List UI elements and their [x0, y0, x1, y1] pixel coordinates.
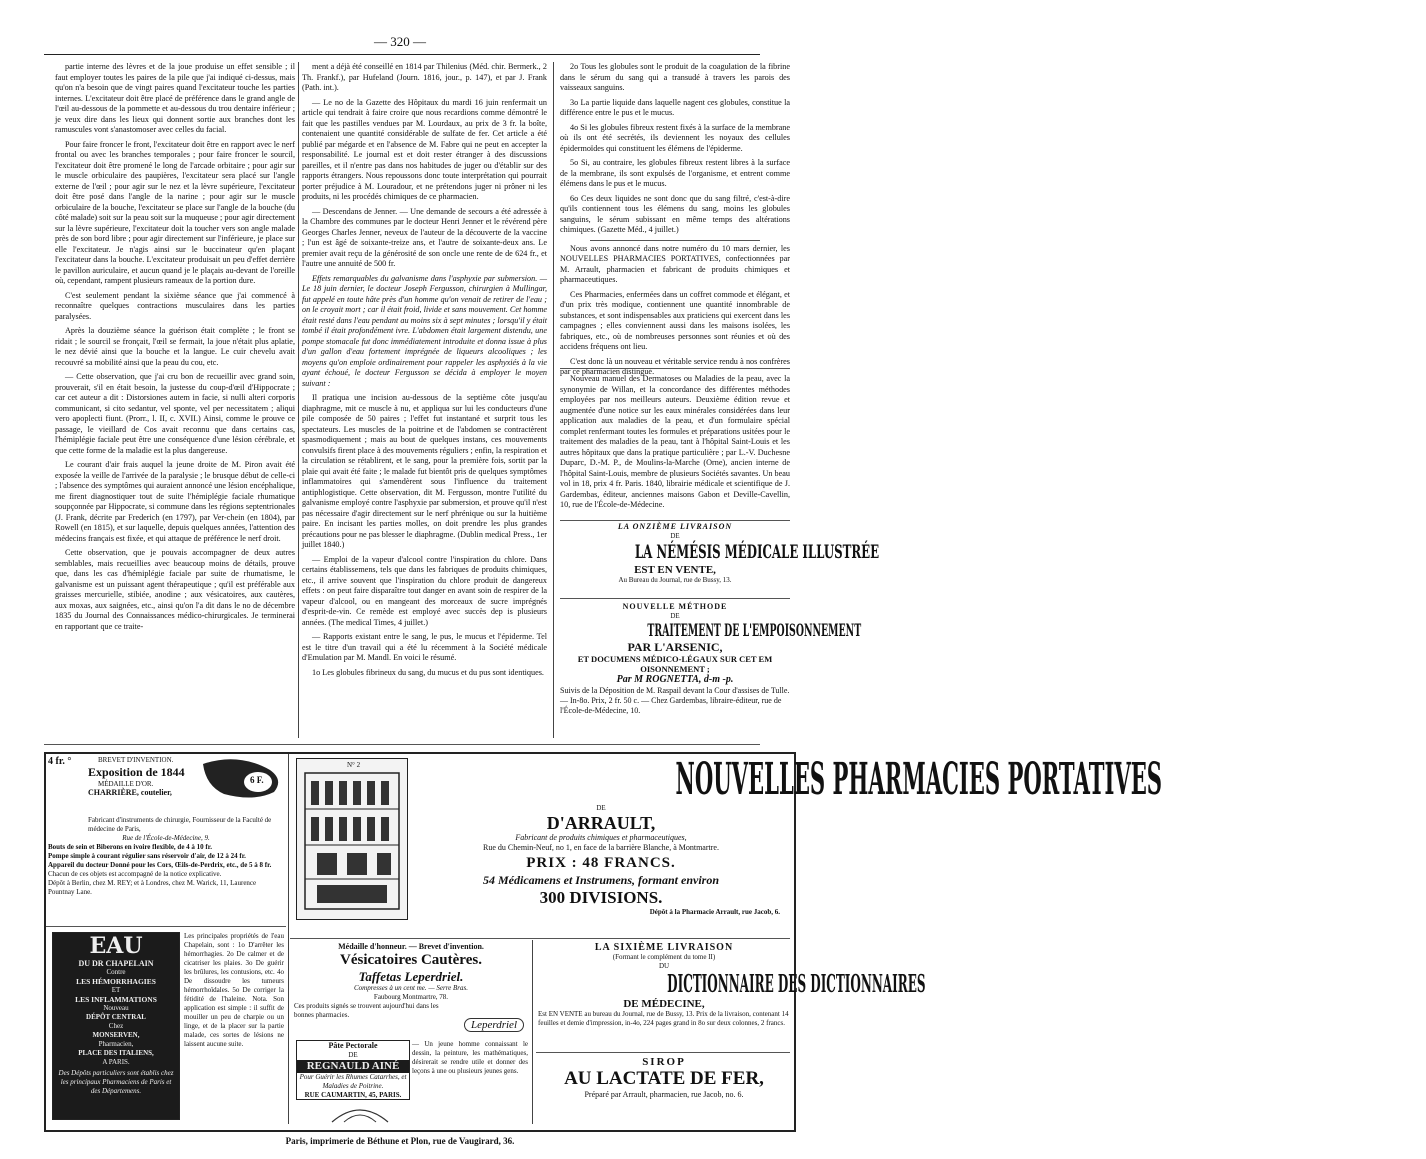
ad-line: DE	[670, 612, 680, 620]
paragraph: Nous avons annoncé dans notre numéro du 10 mars dernier, les NOUVELLES PHARMACIES PORTATIVES, confectionnées par M. Arrault, pharmacien et fabricant de produits chimiques et pharmaceutiques.	[560, 243, 790, 284]
paragraph: Cette observation, que je pouvais accompagner de deux autres semblables, mais recueillies avec beaucoup moins de détails, prouve que, dans les cas d'hémiplégie faciale par suite de rhumatisme, le galvanisme est un puissant agent thérapeutique ; qu'il est préférable aux graisses mercurielle, stibiée, anodine ; aux vésicatoires, aux cautères, aux moxas, aux saignées, etc., ainsi qu'on l'a dit dans le no de décembre 1835 du Journal des Connaissances médico-chirurgicales. Je terminerai en rapportant que ce traite-	[55, 548, 295, 631]
ad-name: Vésicatoires Cautères.	[340, 952, 482, 968]
ad-line: SIROP	[642, 1056, 686, 1068]
leperdriel-advert	[294, 942, 528, 1036]
ad-line: Des Dépôts particuliers sont établis chez les principaux Pharmaciens de Paris et des Départemens.	[58, 1069, 174, 1095]
ad-line: Chez	[108, 1022, 124, 1030]
ad-line: Dépôt à Berlin, chez M. REY; et à Londres, chez M. Warick, 11, Laurence Pountnay Lane.	[48, 879, 257, 896]
ad-line: LA SIXIÈME LIVRAISON	[594, 942, 734, 953]
ad-line: PAR L'ARSENIC,	[627, 640, 723, 654]
paragraph: 5o Si, au contraire, les globules fibreux restent libres à la surface de la membrane, ils sont expulsés de l'organisme, et entrent comme élémens dans le pus et le mucus.	[560, 158, 790, 188]
signature: Leperdriel	[464, 1018, 524, 1032]
ad-line: Rue du Chemin-Neuf, no 1, en face de la barrière Blanche, à Montmartre.	[483, 843, 719, 852]
paragraph: C'est donc là un nouveau et véritable service rendu à nos confrères par ce pharmacien distingué.	[560, 356, 790, 376]
paragraph: Après la douzième séance la guérison était complète ; le front se ridait ; le sourcil se fronçait, l'œil se fermait, la joue n'était plus aplatie, le nez dévié ainsi que la bouche et la langue. Le cuir chevelu avait recouvré sa mobilité ainsi que la peau du cou, etc.	[55, 326, 295, 367]
book-notice	[560, 374, 790, 514]
section-rule	[536, 1052, 790, 1053]
ad-line: RUE CAUMARTIN, 45, PARIS.	[304, 1091, 402, 1099]
paragraph: Ces Pharmacies, enfermées dans un coffret commode et élégant, et d'un prix très modique, contiennent une quantité innombrable de substances, et sont indispensables aux praticiens qui exercent dans les campagnes ; elles conviennent aussi dans les maisons isolées, les fabriques, etc., où de nombreuses personnes sont réunies et où des accidens fréquens ont lieu.	[560, 289, 790, 351]
ad-price: PRIX : 48 FRANCS.	[526, 855, 676, 871]
section-rule	[44, 744, 760, 745]
ad-line: ET	[111, 986, 121, 994]
ad-line: Faubourg Montmartre, 78.	[373, 993, 449, 1001]
traitement-advert	[560, 602, 862, 738]
paragraph: C'est seulement pendant la sixième séance que j'ai commencé à reconnaître quelques contractions musculaires dans les parties paralysées.	[55, 290, 295, 321]
ad-line: DU	[658, 962, 670, 970]
medicine-chest-illustration	[296, 758, 408, 920]
section-rule	[590, 240, 760, 241]
ad-text: Les principales propriétés de l'eau Chapelain, sont : 1o D'arrêter les hémorrhagies. 2o De calmer et de cicatriser les plaies. 3o De guérir les brûlures, les contusions, etc. 4o De dissoudre les tumeurs hémorrhoïdales. 5o De corriger la fétidité de l'haleine. Nota. Son application est simple : il suffit de mouiller un peu de charpie ou un linge, et de la placer sur la partie malade, ces sortes de lésions ne laissent aucune suite.	[184, 932, 284, 1048]
ad-title: LA NÉMÉSIS MÉDICALE ILLUSTRÉE	[634, 541, 880, 563]
ad-line: LA ONZIÈME LIVRAISON	[617, 522, 733, 531]
sirop-advert	[538, 1056, 790, 1122]
ad-author: Par M ROGNETTA, d-m -p.	[616, 674, 734, 685]
ad-line: Bouts de sein et Biberons en ivoire flexible, de 4 à 10 fr.	[48, 843, 212, 851]
printer-footer: Paris, imprimerie de Béthune et Plon, rue de Vaugirard, 36.	[285, 1136, 515, 1146]
paragraph: ment a déjà été conseillé en 1814 par Thilenius (Méd. chir. Bermerk., 2 Th. Frankf.), par Hufeland (Journ. 1816, jour., p. 147), et par J. Frank (Path. int.).	[302, 62, 547, 92]
paragraph: 3o La partie liquide dans laquelle nagent ces globules, constitue la différence entre le pus et le mucus.	[560, 97, 790, 117]
ad-text: Suivis de la Déposition de M. Raspail devant la Cour d'assises de Tulle. — In-8o. Prix, 2 fr. 50 c. — Chez Gardembas, libraire-éditeur, rue de l'École-de-Médecine, 10.	[560, 686, 790, 715]
paragraph: Nouveau manuel des Dermatoses ou Maladies de la peau, avec la synonymie de Willan, et la concordance des différentes méthodes employées par nos meilleurs auteurs. Deuxième édition revue et augmentée d'une notice sur les eaux minérales considérées dans leur application aux maladies de la peau, et d'un formulaire spécial complet renfermant toutes les formules et préparations usitées pour le traitement des maladies de la peau, tant à l'hôpital Saint-Louis et les autres hôpitaux que dans la pratique particulière ; par L.-V. Duchesne Duparc, D.-M. P., de Moulins-la-Marche (Orne), ancien interne de l'hôpital Saint-Louis, membre de plusieurs Sociétés savantes. Un beau vol in 18, prix 4 fr. Paris. 1840, librairie médicale et scientifique de J. Gardembas, éditeur, anciennes maisons Gabon et Deville-Cavellin, 10, rue de l'École-de-Médecine.	[560, 374, 790, 509]
paragraph: 6o Ces deux liquides ne sont donc que du sang filtré, c'est-à-dire qu'ils contiennent tous les élémens du sang, moins les globules sanguins, le sérum subissant en même temps des altérations chimiques. (Gazette Méd., 4 juillet.)	[560, 193, 790, 234]
ad-line: DE	[348, 1051, 358, 1059]
pharmacies-advert	[292, 754, 1163, 936]
ad-line: Pompe simple à courant régulier sans réservoir d'air, de 12 à 24 fr.	[48, 852, 246, 860]
ad-line: PLACE DES ITALIENS,	[78, 1049, 154, 1057]
column-divider	[532, 940, 533, 1124]
ad-line: LES INFLAMMATIONS	[75, 995, 157, 1004]
ad-line: A PARIS.	[102, 1058, 130, 1066]
ad-line: Exposition de 1844	[88, 765, 185, 779]
ad-line: Dépôt à la Pharmacie Arrault, rue Jacob, 6.	[649, 908, 780, 916]
paragraph: 4o Si les globules fibreux restent fixés à la surface de la membrane où ils ont été secrétés, ils deviennent les noyaux des cellules épidermoïdes qui constituent les élémens de l'épiderme.	[560, 122, 790, 153]
page-number: — 320 —	[374, 34, 426, 49]
ad-name: REGNAULD AINÉ	[297, 1060, 409, 1073]
ad-title: EAU	[89, 933, 143, 959]
paragraph: Effets remarquables du galvanisme dans l'asphyxie par submersion. — Le 18 juin dernier, le docteur Joseph Fergusson, chirurgien à Mullingar, fut appelé en toute hâte près d'un homme qu'on venait de retirer de l'eau ; on le croyait mort ; car il était froid, livide et sans mouvement. Cet homme était resté dans l'eau pendant au moins six à sept minutes ; lorsqu'il y était tombé il était profondément ivre. L'abdomen était largement distendu, une pompe stomacale fut donc immédiatement introduite et donna issue à plus d'un gallon d'eau fortement imprégnée de liqueurs alcooliques ; les moyens qu'on emploie ordinairement pour rappeler les asphyxiés à la vie ayant échoué, le docteur Fergusson se décida à employer le moyen suivant :	[302, 273, 547, 388]
ad-line: Chacun de ces objets est accompagné de la notice explicative.	[48, 870, 222, 878]
paragraph: — Rapports existant entre le sang, le pus, le mucus et l'épiderme. Tel est le titre d'un travail qui a été lu récemment à la Société médicale d'Emulation par M. Mandl. En voici le résumé.	[302, 632, 547, 662]
ad-line: CHARRIÈRE, coutelier,	[88, 788, 172, 797]
ad-text: — Un jeune homme connaissant le dessin, la peinture, les mathématiques, désirerait se rendre utile et donner des leçons à une ou plusieurs jeunes gens.	[412, 1040, 528, 1075]
section-rule	[290, 938, 790, 939]
section-rule	[560, 598, 790, 599]
ad-line: MONSERVEN,	[92, 1031, 140, 1039]
ad-line: DU DR CHAPELAIN	[78, 959, 154, 968]
ad-title: AU LACTATE DE FER,	[564, 1068, 764, 1089]
ad-line: Pâte Pectorale	[328, 1041, 378, 1050]
ad-line: (Formant le complément du tome II)	[612, 953, 716, 961]
ad-line: Compresses à un cent me. — Serre Bras.	[354, 984, 468, 992]
paragraph: Pour faire froncer le front, l'excitateur doit être en rapport avec le nerf frontal ou avec les branches temporales ; pour faire froncer le sourcil, l'excitateur doit être promené le long de l'arcade orbitaire ; pour agir sur le muscle orbiculaire des paupières, l'excitateur sera placé sur l'angle externe de l'œil ; pour agir sur le nez et la lèvre supérieure, l'excitateur doit être posé dans l'angle de la narine ; pour agir sur le muscle orbiculaire de la bouche, l'excitateur se place sur l'angle de la bouche (du côté malade) soit sur la peau soit sur la muqueuse ; pour agir directement sur la lèvre supérieure, l'excitateur doit la toucher vers son angle malade près de son bord libre ; pour agir directement sur l'inférieure, je place sur elle l'excitateur. Je n'agis ainsi sur le buccinateur qu'en plaçant l'excitateur dans la bouche. L'excitateur produisait un peu d'effet derrière le pavillon auriculaire, et aucun quand je le plaçais au-devant de l'oreille où, cependant, rampent plusieurs rameaux de la portion dure.	[55, 139, 295, 285]
ad-title: DICTIONNAIRE DES DICTIONNAIRES	[667, 969, 926, 998]
decorative-ornament	[330, 1102, 390, 1124]
ad-price: 4 fr. °	[48, 756, 72, 767]
ad-line: Préparé par Arrault, pharmacien, rue Jacob, no. 6.	[584, 1090, 744, 1099]
ad-name: D'ARRAULT,	[546, 813, 656, 833]
ad-line: Nouveau	[103, 1004, 129, 1012]
ad-line: NOUVELLE MÉTHODE	[622, 602, 728, 611]
paragraph: — Descendans de Jenner. — Une demande de secours a été adressée à la Chambre des communes par le docteur Henri Jenner et le révérend père Georges Charles Jenner, neveux de l'auteur de la découverte de la vaccine ; l'un est âgé de soixante-treize ans, et l'autre de soixante-deux ans. Le premier avait reçu de la générosité de son oncle une rente de de 624 fr., et l'autre une annuité de 500 fr.	[302, 206, 547, 268]
ad-line: Ces produits signés se trouvent aujourd'hui dans les bonnes pharmacies.	[294, 1002, 439, 1019]
ad-line: Contre	[106, 968, 126, 976]
ad-line: Pour Guérir les Rhumes Catarrhes, et Maladies de Poitrine.	[299, 1073, 407, 1090]
ad-line: DE MÉDECINE,	[623, 998, 705, 1010]
article-column-1	[55, 62, 295, 738]
eau-chapelain-advert	[52, 932, 180, 1120]
regnauld-advert	[296, 1040, 410, 1100]
paragraph: Le courant d'air frais auquel la jeune droite de M. Piron avait été exposée la veille de l'arrivée de la paralysie ; le brusque début de celle-ci ; l'absence des symptômes qui auraient annoncé une lésion encéphalique, me firent diagnostiquer tout de suite l'hémiplégie faciale rhumatique soupçonnée par Hippocrate, si commune dans les régions septentrionales (J. Frank, décrite par Frederich (en 1797), par Ver-chein (en 1804), par Rowell (en 1815), et sur laquelle, depuis quelques années, l'attention des médecins français est fixée, et qui attaque de préférence le nerf droit.	[55, 460, 295, 543]
ad-line: LES HÉMORRHAGIES	[76, 977, 156, 986]
ad-line: Pharmacien,	[98, 1040, 134, 1048]
section-rule	[560, 368, 790, 369]
ad-text: Est EN VENTE au bureau du Journal, rue de Bussy, 13. Prix de la livraison, contenant 14 feuilles et demie d'impression, in-4o, 224 pages grand in 8o sur deux colonnes, 2 francs.	[538, 1010, 789, 1027]
ad-line: BREVET D'INVENTION.	[98, 756, 174, 764]
ad-line: Fabricant de produits chimiques et pharmaceutiques,	[515, 833, 687, 842]
charriere-advert	[48, 756, 284, 926]
ad-line: MÉDAILLE D'OR.	[98, 780, 154, 788]
eau-chapelain-properties	[184, 932, 284, 1122]
top-rule	[44, 54, 760, 55]
column-divider	[288, 754, 289, 1124]
section-rule	[46, 926, 286, 927]
paragraph: — Cette observation, que j'ai cru bon de recueillir avec grand soin, prouverait, s'il en était besoin, la justesse du coup-d'œil d'Hippocrate ; car cet auteur a dit : Distorsiones autem in facie, si nulli alteri corporis communicant, si cito sedantur, vel sponte, vel per necessitatem ; aliqui vero apoplecti fiunt. (Prorr., l. II, c. XVII.) Ainsi, comme le prouve ce passage, le vieillard de Cos avait reconnu que dans certains cas, l'hémiplégie faciale peut être une conséquence d'une lésion cérébrale, et que cette forme de la maladie est la plus dangereuse.	[55, 372, 295, 455]
paragraph: 2o Tous les globules sont le produit de la coagulation de la fibrine dans le sérum du sang qui a transudé à travers les parois des vaisseaux sanguins.	[560, 62, 790, 92]
paragraph: Il pratiqua une incision au-dessous de la septième côte jusqu'au diaphragme, mit ce muscle à nu, et appliqua sur lui les conducteurs d'une pile composée de 50 paires ; l'effet fut instantané et surprit tous les spectateurs. Les muscles de la poitrine et de l'abdomen se contractèrent spasmodiquement ; mais au bout de quelques instans, ces mouvements convulsifs firent place à des mouvements réguliers ; enfin, la respiration et la circulation se rétablirent, et le sang, pour la première fois, sortit par la plaie qui avait été faite ; le malade fut bientôt pris de quelques symptômes inflammatoires qui s'amendèrent sous l'influence du traitement antiphlogistique. Cette observation, dit M. Fergusson, montre l'utilité du galvanisme employé contre l'asphyxie par submersion, et prouve qu'il n'est pas nécessaire d'agir directement sur le nerf phrénique ou sur la huitième paire. En incisant les parties molles, on doit prendre les plus grandes précautions pour ne pas blesser le diaphragme. (Dublin medical Press., 1er juillet 1840.)	[302, 393, 547, 549]
ad-line: Rue de l'École-de-Médecine, 9.	[122, 834, 210, 842]
ad-product: Taffetas Leperdriel.	[358, 969, 464, 984]
dictionnaire-advert	[538, 942, 926, 1050]
nemesis-advert	[560, 522, 880, 594]
paragraph: — Le no de la Gazette des Hôpitaux du mardi 16 juin renfermait un article qui tendrait à faire croire que nous recardions comme démontré le fait que les pastilles vendues par M. Lourdaux, au prix de 3 fr. la boîte, contenaient une quantité considérable de sulfate de fer. Cet article a été publié par mégarde et en l'absence de M. Fabre qui ne peut en accepter la responsabilité. Le journal est et doit rester étranger à des discussions pareilles, et il n'entre pas dans nos habitudes de juger ou d'établir sur des rapports étrangers. Nous repoussons donc toute interprétation qui pourrait porter préjudice à M. Louradour, et ne prétendons juger ni prôner ni les produits, ni les procédés chimiques de ce pharmacien.	[302, 97, 547, 201]
paragraph: 1o Les globules fibrineux du sang, du mucus et du pus sont identiques.	[312, 667, 544, 677]
ad-label: 6 F.	[250, 775, 264, 785]
column-divider	[298, 62, 299, 738]
ad-line: DE	[596, 804, 606, 812]
paragraph: — Emploi de la vapeur d'alcool contre l'inspiration du chlore. Dans certains établissemens, tels que dans les fabriques de produits chimiques, etc., il arrive souvent que l'inspiration du chlore produit de dangereux effets : on peut faire disparaître tout danger en avant soin de respirer de la vapeur d'alcool, ou en mangeant des morceaux de sucre imprégnés d'esprit-de-vin. Ce remède est employé avec succès dep is plusieurs années. (The medical Times, 4 juillet.)	[302, 554, 547, 627]
breast-pump-illustration	[198, 756, 284, 806]
ad-line: Fabricant d'instruments de chirurgie, Fournisseur de la Faculté de médecine de Paris,	[88, 816, 272, 833]
ad-line: 54 Médicamens et Instrumens, formant environ	[482, 873, 720, 887]
section-rule	[560, 520, 790, 521]
tutor-notice	[412, 1040, 528, 1098]
article-column-2	[302, 62, 547, 738]
ad-line: 300 DIVISIONS.	[539, 888, 663, 907]
ad-line: Médaille d'honneur. — Brevet d'invention.	[338, 942, 484, 951]
ad-line: Appareil du docteur Donné pour les Cors, Œils-de-Perdrix, etc., de 5 à 8 fr.	[48, 861, 272, 869]
ad-line: ET DOCUMENS MÉDICO-LÉGAUX SUR CET EM OISONNEMENT ;	[577, 654, 773, 674]
ad-line: DE	[670, 532, 680, 540]
column-divider	[553, 62, 554, 738]
ad-line: DÉPÔT CENTRAL	[86, 1013, 146, 1021]
paragraph: partie interne des lèvres et de la joue produise un effet sensible ; il faut employer toutes les paires de la pile que j'ai indiqué ci-dessus, mais qu'on n'a besoin que de vingt paires quand l'excitateur touche les parties internes. L'excitateur doit être placé de préférence dans le grand angle de l'œil au-dessous de la pommette et au-dessous du trou dentaire inférieur ; je veux dire dans les lieux qui donnent sortie aux branches dont les ramuscules vont s'anastomoser avec celles du facial.	[55, 62, 295, 134]
ad-line: N° 2	[347, 761, 361, 769]
ad-title: TRAITEMENT DE L'EMPOISONNEMENT	[647, 621, 862, 641]
ad-line: Au Bureau du Journal, rue de Bussy, 13.	[618, 576, 732, 584]
ad-title: NOUVELLES PHARMACIES PORTATIVES	[675, 754, 1163, 805]
article-column-3	[560, 62, 790, 376]
ad-line: EST EN VENTE,	[634, 564, 716, 576]
